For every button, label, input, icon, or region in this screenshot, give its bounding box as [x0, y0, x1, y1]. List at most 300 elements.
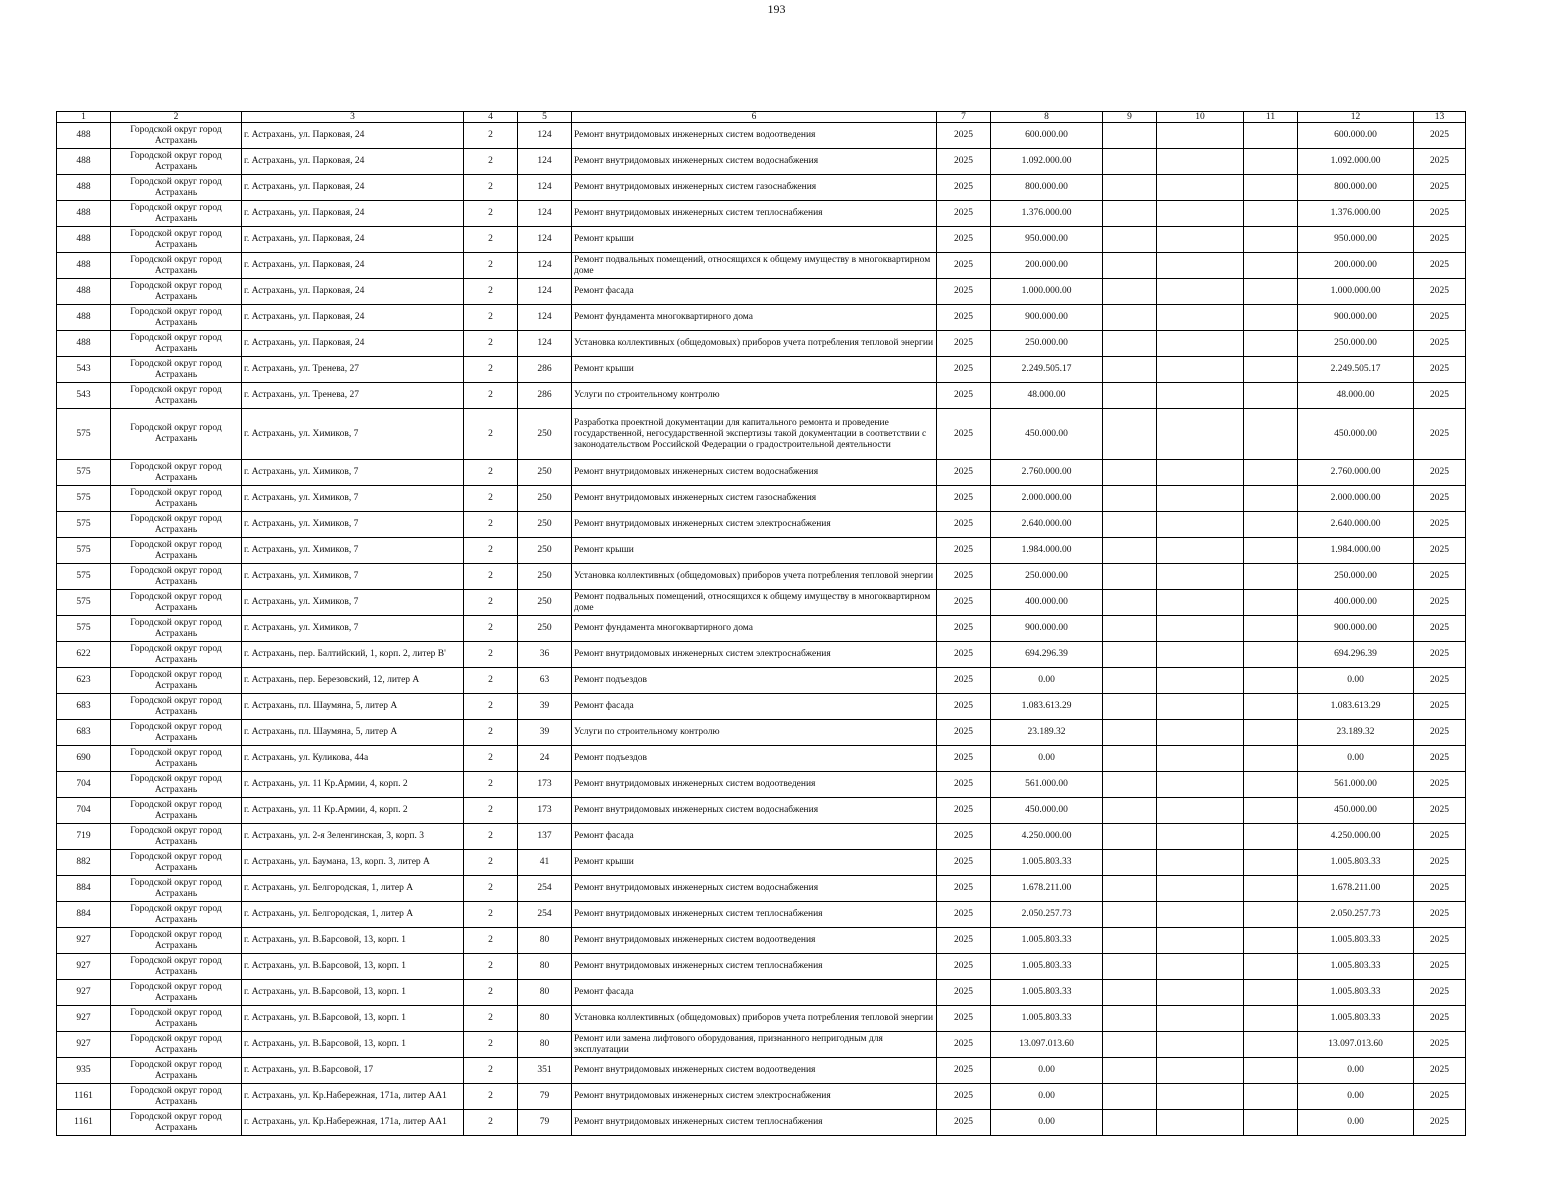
municipality-cell: Городской округ город Астрахань	[111, 175, 242, 201]
completion-year-cell: 2025	[1414, 876, 1466, 902]
col4-cell: 2	[464, 928, 518, 954]
col11-cell	[1244, 928, 1298, 954]
col10-cell	[1157, 201, 1244, 227]
column-number-row	[57, 112, 1466, 123]
col10-cell	[1157, 1058, 1244, 1084]
row-number-cell: 488	[57, 253, 111, 279]
work-type-cell: Ремонт внутридомовых инженерных систем водоснабжения	[572, 798, 937, 824]
work-type-cell: Ремонт подъездов	[572, 668, 937, 694]
col9-cell	[1103, 357, 1157, 383]
col9-cell	[1103, 902, 1157, 928]
cost-cell: 2.050.257.73	[991, 902, 1103, 928]
address-cell: г. Астрахань, ул. Тренева, 27	[242, 383, 464, 409]
column-header: 8	[991, 112, 1103, 123]
table-row	[57, 1032, 1466, 1058]
table-row	[57, 746, 1466, 772]
col10-cell	[1157, 383, 1244, 409]
col10-cell	[1157, 902, 1244, 928]
total-cell: 900.000.00	[1298, 305, 1414, 331]
completion-year-cell: 2025	[1414, 227, 1466, 253]
cost-cell: 800.000.00	[991, 175, 1103, 201]
year-cell: 2025	[937, 720, 991, 746]
year-cell: 2025	[937, 409, 991, 460]
col9-cell	[1103, 1058, 1157, 1084]
work-type-cell: Ремонт внутридомовых инженерных систем теплоснабжения	[572, 1110, 937, 1136]
col10-cell	[1157, 746, 1244, 772]
address-cell: г. Астрахань, ул. Химиков, 7	[242, 538, 464, 564]
row-number-cell: 575	[57, 512, 111, 538]
col10-cell	[1157, 1006, 1244, 1032]
col9-cell	[1103, 460, 1157, 486]
cost-cell: 694.296.39	[991, 642, 1103, 668]
work-type-cell: Ремонт внутридомовых инженерных систем теплоснабжения	[572, 201, 937, 227]
municipality-cell: Городской округ город Астрахань	[111, 1058, 242, 1084]
table-row	[57, 668, 1466, 694]
row-number-cell: 884	[57, 902, 111, 928]
address-cell: г. Астрахань, ул. Парковая, 24	[242, 175, 464, 201]
table-body	[57, 123, 1466, 1136]
work-type-cell: Ремонт крыши	[572, 850, 937, 876]
year-cell: 2025	[937, 850, 991, 876]
table-row	[57, 1058, 1466, 1084]
row-number-cell: 927	[57, 1006, 111, 1032]
completion-year-cell: 2025	[1414, 538, 1466, 564]
table-row	[57, 824, 1466, 850]
col11-cell	[1244, 383, 1298, 409]
table-row	[57, 876, 1466, 902]
work-type-cell: Ремонт фундамента многоквартирного дома	[572, 305, 937, 331]
col10-cell	[1157, 772, 1244, 798]
col9-cell	[1103, 798, 1157, 824]
completion-year-cell: 2025	[1414, 564, 1466, 590]
cost-cell: 250.000.00	[991, 331, 1103, 357]
col9-cell	[1103, 1084, 1157, 1110]
total-cell: 2.050.257.73	[1298, 902, 1414, 928]
col10-cell	[1157, 305, 1244, 331]
col9-cell	[1103, 980, 1157, 1006]
work-type-cell: Ремонт внутридомовых инженерных систем водоотведения	[572, 772, 937, 798]
cost-cell: 1.005.803.33	[991, 954, 1103, 980]
col9-cell	[1103, 616, 1157, 642]
row-number-cell: 488	[57, 305, 111, 331]
total-cell: 900.000.00	[1298, 616, 1414, 642]
municipality-cell: Городской округ город Астрахань	[111, 1032, 242, 1058]
col9-cell	[1103, 201, 1157, 227]
col4-cell: 2	[464, 668, 518, 694]
row-number-cell: 704	[57, 772, 111, 798]
row-number-cell: 488	[57, 123, 111, 149]
col10-cell	[1157, 720, 1244, 746]
table-row	[57, 798, 1466, 824]
col5-cell: 124	[518, 331, 572, 357]
address-cell: г. Астрахань, ул. Баумана, 13, корп. 3, литер А	[242, 850, 464, 876]
cost-cell: 1.376.000.00	[991, 201, 1103, 227]
col11-cell	[1244, 746, 1298, 772]
col10-cell	[1157, 460, 1244, 486]
cost-cell: 1.984.000.00	[991, 538, 1103, 564]
completion-year-cell: 2025	[1414, 149, 1466, 175]
col9-cell	[1103, 1006, 1157, 1032]
cost-cell: 1.005.803.33	[991, 928, 1103, 954]
col11-cell	[1244, 590, 1298, 616]
table-row	[57, 642, 1466, 668]
completion-year-cell: 2025	[1414, 642, 1466, 668]
col5-cell: 250	[518, 460, 572, 486]
work-type-cell: Ремонт крыши	[572, 357, 937, 383]
municipality-cell: Городской округ город Астрахань	[111, 694, 242, 720]
total-cell: 13.097.013.60	[1298, 1032, 1414, 1058]
completion-year-cell: 2025	[1414, 1084, 1466, 1110]
column-header: 6	[572, 112, 937, 123]
col5-cell: 250	[518, 512, 572, 538]
table-row	[57, 486, 1466, 512]
col11-cell	[1244, 954, 1298, 980]
table-row	[57, 772, 1466, 798]
completion-year-cell: 2025	[1414, 331, 1466, 357]
col10-cell	[1157, 564, 1244, 590]
row-number-cell: 683	[57, 694, 111, 720]
col9-cell	[1103, 694, 1157, 720]
row-number-cell: 575	[57, 590, 111, 616]
row-number-cell: 543	[57, 383, 111, 409]
completion-year-cell: 2025	[1414, 486, 1466, 512]
col9-cell	[1103, 149, 1157, 175]
completion-year-cell: 2025	[1414, 668, 1466, 694]
col4-cell: 2	[464, 1006, 518, 1032]
municipality-cell: Городской округ город Астрахань	[111, 331, 242, 357]
year-cell: 2025	[937, 1032, 991, 1058]
col10-cell	[1157, 616, 1244, 642]
year-cell: 2025	[937, 668, 991, 694]
total-cell: 1.092.000.00	[1298, 149, 1414, 175]
col4-cell: 2	[464, 357, 518, 383]
col10-cell	[1157, 824, 1244, 850]
col4-cell: 2	[464, 512, 518, 538]
table-row	[57, 564, 1466, 590]
total-cell: 694.296.39	[1298, 642, 1414, 668]
year-cell: 2025	[937, 876, 991, 902]
table-row	[57, 1006, 1466, 1032]
total-cell: 2.249.505.17	[1298, 357, 1414, 383]
work-type-cell: Ремонт внутридомовых инженерных систем электроснабжения	[572, 642, 937, 668]
municipality-cell: Городской округ город Астрахань	[111, 409, 242, 460]
municipality-cell: Городской округ город Астрахань	[111, 954, 242, 980]
work-type-cell: Ремонт внутридомовых инженерных систем газоснабжения	[572, 486, 937, 512]
year-cell: 2025	[937, 512, 991, 538]
total-cell: 1.005.803.33	[1298, 850, 1414, 876]
row-number-cell: 488	[57, 279, 111, 305]
total-cell: 23.189.32	[1298, 720, 1414, 746]
col4-cell: 2	[464, 772, 518, 798]
work-type-cell: Ремонт внутридомовых инженерных систем теплоснабжения	[572, 954, 937, 980]
col11-cell	[1244, 876, 1298, 902]
municipality-cell: Городской округ город Астрахань	[111, 850, 242, 876]
col9-cell	[1103, 928, 1157, 954]
col4-cell: 2	[464, 1084, 518, 1110]
municipality-cell: Городской округ город Астрахань	[111, 279, 242, 305]
work-type-cell: Ремонт внутридомовых инженерных систем теплоснабжения	[572, 902, 937, 928]
year-cell: 2025	[937, 486, 991, 512]
col4-cell: 2	[464, 642, 518, 668]
completion-year-cell: 2025	[1414, 1058, 1466, 1084]
completion-year-cell: 2025	[1414, 1006, 1466, 1032]
col5-cell: 173	[518, 798, 572, 824]
table-row	[57, 123, 1466, 149]
municipality-cell: Городской округ город Астрахань	[111, 824, 242, 850]
municipality-cell: Городской округ город Астрахань	[111, 616, 242, 642]
completion-year-cell: 2025	[1414, 824, 1466, 850]
col10-cell	[1157, 694, 1244, 720]
cost-cell: 1.678.211.00	[991, 876, 1103, 902]
table-row	[57, 305, 1466, 331]
col4-cell: 2	[464, 227, 518, 253]
col5-cell: 63	[518, 668, 572, 694]
column-header: 2	[111, 112, 242, 123]
col11-cell	[1244, 1032, 1298, 1058]
municipality-cell: Городской округ город Астрахань	[111, 460, 242, 486]
col5-cell: 351	[518, 1058, 572, 1084]
cost-cell: 900.000.00	[991, 616, 1103, 642]
col9-cell	[1103, 331, 1157, 357]
column-header: 5	[518, 112, 572, 123]
col5-cell: 124	[518, 175, 572, 201]
address-cell: г. Астрахань, ул. Парковая, 24	[242, 253, 464, 279]
col5-cell: 250	[518, 616, 572, 642]
total-cell: 600.000.00	[1298, 123, 1414, 149]
col5-cell: 254	[518, 876, 572, 902]
column-header: 11	[1244, 112, 1298, 123]
col4-cell: 2	[464, 486, 518, 512]
table-row	[57, 720, 1466, 746]
col4-cell: 2	[464, 720, 518, 746]
address-cell: г. Астрахань, ул. В.Барсовой, 13, корп. 1	[242, 954, 464, 980]
col4-cell: 2	[464, 798, 518, 824]
address-cell: г. Астрахань, ул. В.Барсовой, 13, корп. 1	[242, 1006, 464, 1032]
address-cell: г. Астрахань, пл. Шаумяна, 5, литер А	[242, 720, 464, 746]
address-cell: г. Астрахань, ул. Парковая, 24	[242, 201, 464, 227]
col11-cell	[1244, 512, 1298, 538]
municipality-cell: Городской округ город Астрахань	[111, 357, 242, 383]
col4-cell: 2	[464, 1110, 518, 1136]
total-cell: 1.000.000.00	[1298, 279, 1414, 305]
col9-cell	[1103, 383, 1157, 409]
cost-cell: 1.005.803.33	[991, 980, 1103, 1006]
cost-cell: 450.000.00	[991, 798, 1103, 824]
work-type-cell: Ремонт подвальных помещений, относящихся к общему имуществу в многоквартирном доме	[572, 590, 937, 616]
col9-cell	[1103, 564, 1157, 590]
completion-year-cell: 2025	[1414, 383, 1466, 409]
cost-cell: 0.00	[991, 1084, 1103, 1110]
cost-cell: 400.000.00	[991, 590, 1103, 616]
work-type-cell: Ремонт фасада	[572, 824, 937, 850]
col5-cell: 39	[518, 720, 572, 746]
column-header: 7	[937, 112, 991, 123]
col5-cell: 250	[518, 590, 572, 616]
col5-cell: 80	[518, 954, 572, 980]
cost-cell: 48.000.00	[991, 383, 1103, 409]
col5-cell: 286	[518, 357, 572, 383]
table-row	[57, 149, 1466, 175]
cost-cell: 1.000.000.00	[991, 279, 1103, 305]
municipality-cell: Городской округ город Астрахань	[111, 928, 242, 954]
year-cell: 2025	[937, 383, 991, 409]
completion-year-cell: 2025	[1414, 798, 1466, 824]
row-number-cell: 488	[57, 201, 111, 227]
municipality-cell: Городской округ город Астрахань	[111, 383, 242, 409]
row-number-cell: 575	[57, 616, 111, 642]
col11-cell	[1244, 357, 1298, 383]
row-number-cell: 488	[57, 149, 111, 175]
cost-cell: 2.640.000.00	[991, 512, 1103, 538]
work-type-cell: Ремонт внутридомовых инженерных систем водоснабжения	[572, 460, 937, 486]
row-number-cell: 927	[57, 928, 111, 954]
cost-cell: 450.000.00	[991, 409, 1103, 460]
col4-cell: 2	[464, 409, 518, 460]
row-number-cell: 683	[57, 720, 111, 746]
total-cell: 2.000.000.00	[1298, 486, 1414, 512]
completion-year-cell: 2025	[1414, 850, 1466, 876]
col9-cell	[1103, 746, 1157, 772]
col5-cell: 250	[518, 538, 572, 564]
work-type-cell: Установка коллективных (общедомовых) приборов учета потребления тепловой энергии	[572, 1006, 937, 1032]
col11-cell	[1244, 409, 1298, 460]
table-row	[57, 902, 1466, 928]
row-number-cell: 704	[57, 798, 111, 824]
col5-cell: 79	[518, 1084, 572, 1110]
col9-cell	[1103, 720, 1157, 746]
year-cell: 2025	[937, 980, 991, 1006]
col9-cell	[1103, 850, 1157, 876]
year-cell: 2025	[937, 253, 991, 279]
address-cell: г. Астрахань, ул. Белгородская, 1, литер А	[242, 876, 464, 902]
year-cell: 2025	[937, 928, 991, 954]
col5-cell: 41	[518, 850, 572, 876]
address-cell: г. Астрахань, ул. Парковая, 24	[242, 149, 464, 175]
year-cell: 2025	[937, 694, 991, 720]
col4-cell: 2	[464, 616, 518, 642]
row-number-cell: 927	[57, 980, 111, 1006]
total-cell: 2.760.000.00	[1298, 460, 1414, 486]
col4-cell: 2	[464, 1032, 518, 1058]
col4-cell: 2	[464, 175, 518, 201]
col4-cell: 2	[464, 1058, 518, 1084]
col9-cell	[1103, 1032, 1157, 1058]
col4-cell: 2	[464, 253, 518, 279]
completion-year-cell: 2025	[1414, 616, 1466, 642]
municipality-cell: Городской округ город Астрахань	[111, 253, 242, 279]
row-number-cell: 488	[57, 331, 111, 357]
address-cell: г. Астрахань, ул. Химиков, 7	[242, 616, 464, 642]
col11-cell	[1244, 1110, 1298, 1136]
year-cell: 2025	[937, 175, 991, 201]
col10-cell	[1157, 876, 1244, 902]
address-cell: г. Астрахань, ул. Химиков, 7	[242, 460, 464, 486]
total-cell: 1.005.803.33	[1298, 954, 1414, 980]
work-type-cell: Установка коллективных (общедомовых) приборов учета потребления тепловой энергии	[572, 564, 937, 590]
col10-cell	[1157, 642, 1244, 668]
col10-cell	[1157, 1110, 1244, 1136]
year-cell: 2025	[937, 460, 991, 486]
col11-cell	[1244, 642, 1298, 668]
col11-cell	[1244, 850, 1298, 876]
col10-cell	[1157, 357, 1244, 383]
col10-cell	[1157, 668, 1244, 694]
col11-cell	[1244, 1084, 1298, 1110]
table-row	[57, 616, 1466, 642]
work-type-cell: Ремонт внутридомовых инженерных систем водоотведения	[572, 123, 937, 149]
col5-cell: 137	[518, 824, 572, 850]
col10-cell	[1157, 331, 1244, 357]
col5-cell: 80	[518, 928, 572, 954]
total-cell: 2.640.000.00	[1298, 512, 1414, 538]
cost-cell: 2.760.000.00	[991, 460, 1103, 486]
year-cell: 2025	[937, 590, 991, 616]
col5-cell: 250	[518, 409, 572, 460]
table-row	[57, 980, 1466, 1006]
column-header: 9	[1103, 112, 1157, 123]
total-cell: 1.005.803.33	[1298, 1006, 1414, 1032]
col10-cell	[1157, 954, 1244, 980]
cost-cell: 900.000.00	[991, 305, 1103, 331]
col10-cell	[1157, 590, 1244, 616]
completion-year-cell: 2025	[1414, 694, 1466, 720]
col11-cell	[1244, 331, 1298, 357]
col9-cell	[1103, 590, 1157, 616]
col5-cell: 124	[518, 279, 572, 305]
col11-cell	[1244, 123, 1298, 149]
col11-cell	[1244, 772, 1298, 798]
col4-cell: 2	[464, 123, 518, 149]
cost-cell: 200.000.00	[991, 253, 1103, 279]
total-cell: 0.00	[1298, 1084, 1414, 1110]
total-cell: 0.00	[1298, 1110, 1414, 1136]
col4-cell: 2	[464, 850, 518, 876]
year-cell: 2025	[937, 201, 991, 227]
col10-cell	[1157, 850, 1244, 876]
year-cell: 2025	[937, 227, 991, 253]
table-row	[57, 357, 1466, 383]
address-cell: г. Астрахань, ул. Куликова, 44а	[242, 746, 464, 772]
table-row	[57, 175, 1466, 201]
col11-cell	[1244, 616, 1298, 642]
address-cell: г. Астрахань, ул. Химиков, 7	[242, 564, 464, 590]
municipality-cell: Городской округ город Астрахань	[111, 876, 242, 902]
total-cell: 0.00	[1298, 668, 1414, 694]
year-cell: 2025	[937, 824, 991, 850]
address-cell: г. Астрахань, ул. Химиков, 7	[242, 409, 464, 460]
work-type-cell: Установка коллективных (общедомовых) приборов учета потребления тепловой энергии	[572, 331, 937, 357]
col9-cell	[1103, 1110, 1157, 1136]
year-cell: 2025	[937, 149, 991, 175]
table-row	[57, 331, 1466, 357]
year-cell: 2025	[937, 1058, 991, 1084]
col10-cell	[1157, 928, 1244, 954]
col9-cell	[1103, 253, 1157, 279]
address-cell: г. Астрахань, ул. В.Барсовой, 13, корп. 1	[242, 928, 464, 954]
work-type-cell: Разработка проектной документации для капитального ремонта и проведение государственной, негосударственной экспертизы такой документации в соответствии с законодательством Российской Федерации о градостроительной деятельности	[572, 409, 937, 460]
year-cell: 2025	[937, 305, 991, 331]
municipality-cell: Городской округ город Астрахань	[111, 123, 242, 149]
col10-cell	[1157, 798, 1244, 824]
total-cell: 48.000.00	[1298, 383, 1414, 409]
work-type-cell: Ремонт внутридомовых инженерных систем электроснабжения	[572, 1084, 937, 1110]
col9-cell	[1103, 512, 1157, 538]
municipality-cell: Городской округ город Астрахань	[111, 772, 242, 798]
municipality-cell: Городской округ город Астрахань	[111, 486, 242, 512]
col11-cell	[1244, 538, 1298, 564]
col11-cell	[1244, 798, 1298, 824]
col9-cell	[1103, 668, 1157, 694]
